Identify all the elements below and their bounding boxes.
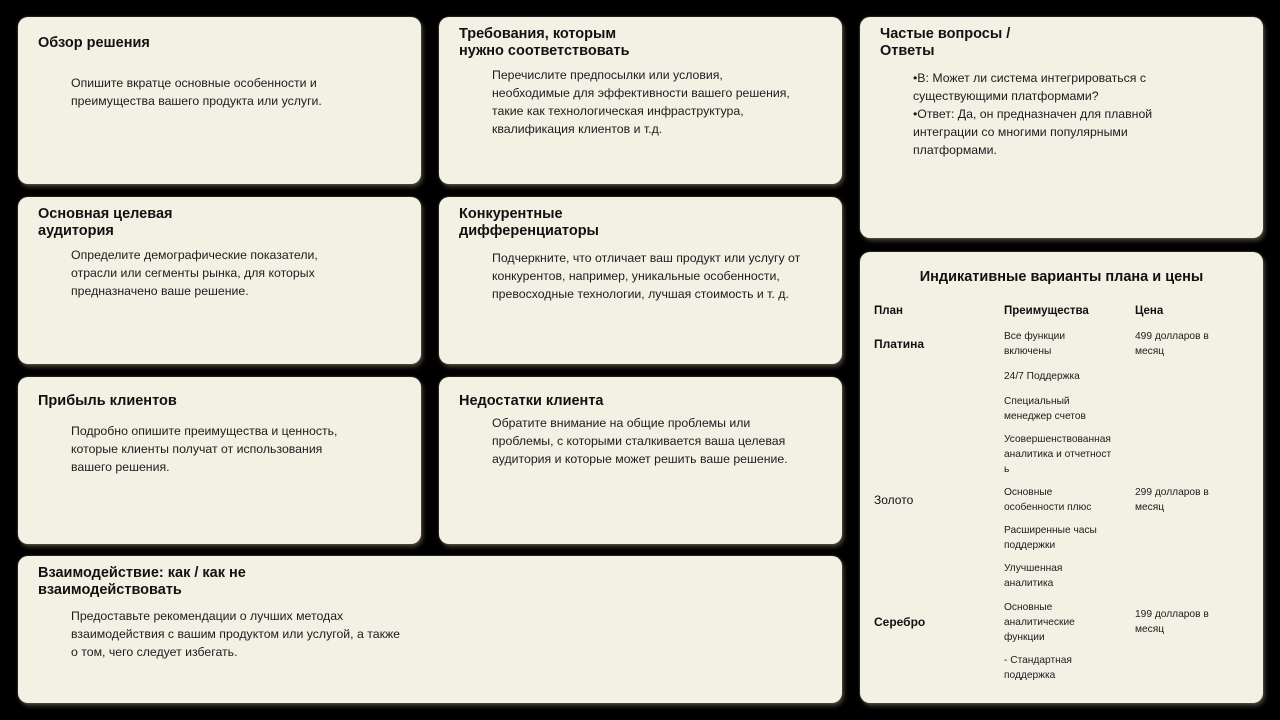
plan-name-platinum: Платина [874, 337, 925, 351]
gains-title: Прибыль клиентов [38, 393, 177, 409]
plan-price-gold: 299 долларов в месяц [1135, 487, 1209, 513]
requirements-text: Перечислите предпосылки или условия, необходимые для эффективности вашего решения, такие как технологическая инфраструктура, квалификация клиентов и т.д. [492, 68, 790, 136]
plan-name-gold: Золото [874, 493, 914, 507]
overview-title: Обзор решения [38, 35, 150, 51]
engagement-title: Взаимодействие: как / как не взаимодействовать [38, 565, 246, 598]
plan-price-platinum: 499 долларов в месяц [1135, 331, 1209, 357]
requirements-card [439, 17, 842, 184]
gains-card [18, 377, 421, 544]
engagement-card [18, 556, 842, 703]
audience-title: Основная целевая аудитория [38, 206, 173, 239]
pricing-title: Индикативные варианты плана и цены [919, 269, 1204, 285]
plan-benefit: Улучшенная аналитика [1004, 563, 1063, 589]
pricing-header-price: Цена [1135, 305, 1164, 317]
plan-benefit: Специальный менеджер счетов [1004, 396, 1086, 422]
pricing-card [860, 252, 1263, 703]
plan-benefit: 24/7 Поддержка [1004, 371, 1080, 382]
differentiators-card [439, 197, 842, 364]
audience-text: Определите демографические показатели, отрасли или сегменты рынка, для которых предназначено ваше решение. [71, 248, 318, 298]
plan-benefit: - Стандартная поддержка [1004, 655, 1072, 681]
plan-benefit: Все функции включены [1004, 331, 1066, 357]
plan-price-silver: 199 долларов в месяц [1135, 609, 1209, 635]
plan-benefit: Основные особенности плюс [1004, 487, 1092, 513]
differentiators-text: Подчеркните, что отличает ваш продукт или услугу от конкурентов, например, уникальные особенности, превосходные технологии, лучшая стоимость и т. д. [492, 251, 801, 301]
gains-text: Подробно опишите преимущества и ценность, которые клиенты получат от использования вашего решения. [71, 424, 338, 474]
overview-card [18, 17, 421, 184]
pricing-header-benefits: Преимущества [1004, 305, 1089, 317]
plan-name-silver: Серебро [874, 615, 926, 629]
differentiators-title: Конкурентные дифференциаторы [459, 206, 599, 239]
overview-text: Опишите вкратце основные особенности и преимущества вашего продукта или услуги. [71, 76, 322, 108]
plan-benefit: Основные аналитические функции [1004, 602, 1075, 643]
engagement-text: Предоставьте рекомендации о лучших методах взаимодействия с вашим продуктом или услугой, а также о том, чего следует избегать. [71, 609, 401, 659]
faq-card [860, 17, 1263, 238]
audience-card [18, 197, 421, 364]
faq-title: Частые вопросы / Ответы [880, 26, 1011, 59]
pains-title: Недостатки клиента [459, 393, 604, 409]
pains-card [439, 377, 842, 544]
faq-text: •В: Может ли система интегрироваться с существующими платформами? •Ответ: Да, он предназначен для плавной интеграции со многими популярными платформами. [913, 71, 1153, 157]
pains-text: Обратите внимание на общие проблемы или проблемы, с которыми сталкивается ваша целевая аудитория и которые может решить ваше решение. [492, 416, 788, 466]
plan-benefit: Усовершенствованная аналитика и отчетность [1004, 434, 1112, 475]
plan-benefit: Расширенные часы поддержки [1004, 525, 1097, 551]
requirements-title: Требования, которым нужно соответствовать [459, 26, 630, 59]
pricing-header-plan: План [874, 305, 903, 317]
